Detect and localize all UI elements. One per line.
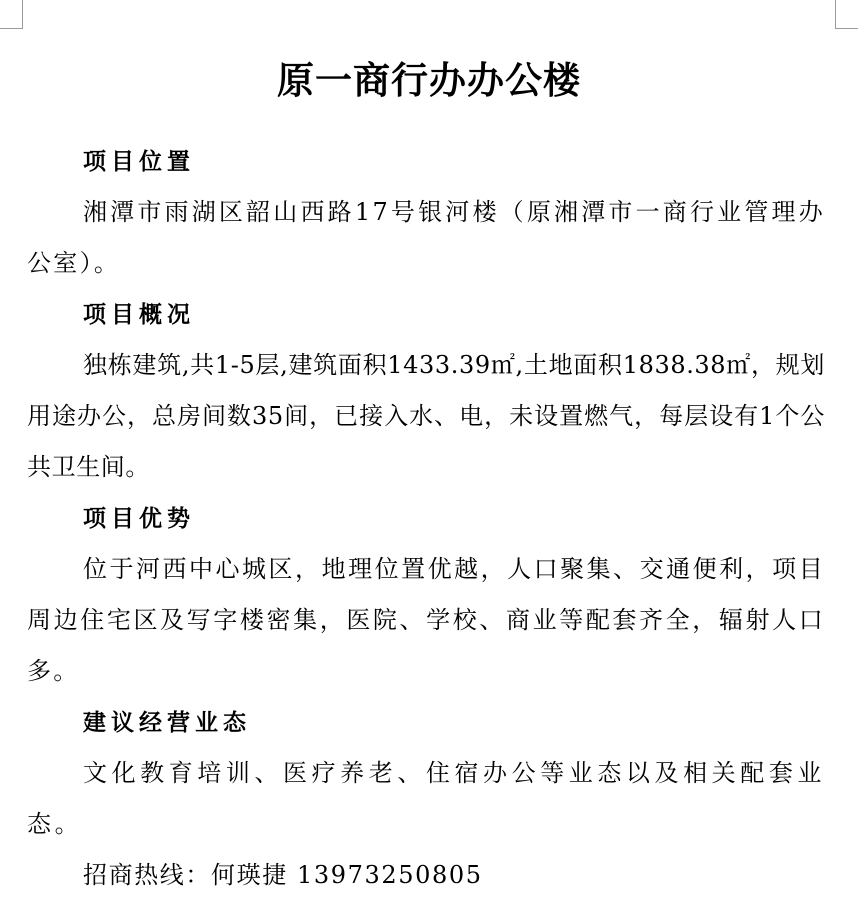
section-body-advantages: 位于河西中心城区，地理位置优越，人口聚集、交通便利，项目周边住宅区及写字楼密集，医院、学校、商业等配套齐全，辐射人口多。: [27, 555, 825, 685]
section-body-location: 湘潭市雨湖区韶山西路17号银河楼（原湘潭市一商行业管理办公室）。: [27, 198, 825, 277]
section-heading-location: 项目位置: [83, 148, 195, 175]
section-body-business-format: 文化教育培训、医疗养老、住宿办公等业态以及相关配套业态。: [27, 759, 825, 838]
section-heading-business-format: 建议经营业态: [83, 709, 251, 736]
section-body-overview: 独栋建筑,共1-5层,建筑面积1433.39㎡,土地面积1838.38㎡，规划用途办公，总房间数35间，已接入水、电，未设置燃气，每层设有1个公共卫生间。: [27, 351, 825, 481]
section-heading-advantages: 项目优势: [83, 505, 195, 532]
document-body: [27, 136, 825, 901]
section-advantages: [27, 493, 825, 697]
section-heading-overview: 项目概况: [83, 301, 195, 328]
section-business-format: [27, 697, 825, 850]
page-corner-mark-right: [835, 0, 858, 29]
section-overview: [27, 289, 825, 493]
section-location: [27, 136, 825, 289]
investment-hotline: 招商热线：何瑛捷 13973250805: [83, 861, 483, 889]
page-corner-mark-left: [0, 0, 23, 29]
document-title: 原一商行办办公楼: [277, 58, 581, 102]
